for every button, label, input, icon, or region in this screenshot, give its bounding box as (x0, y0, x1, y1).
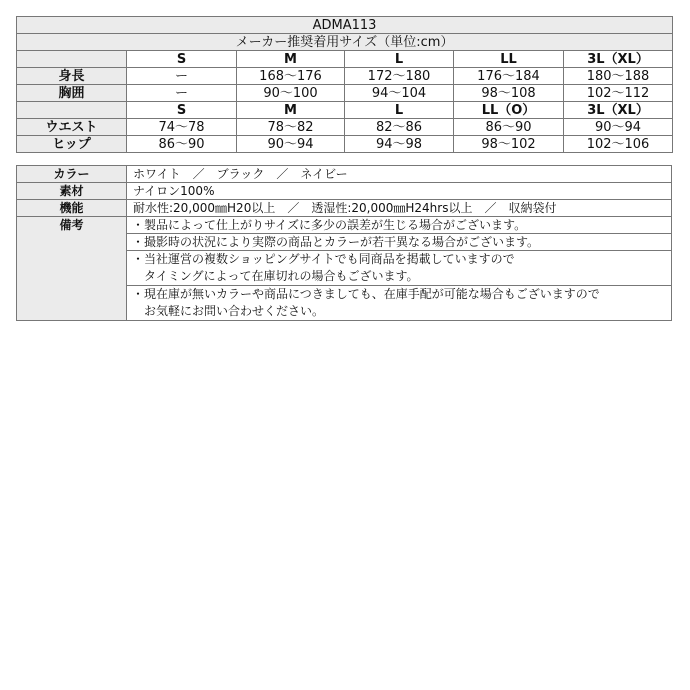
size-header: LL（O） (454, 102, 564, 119)
material-value: ナイロン100% (127, 183, 672, 200)
size-value: 102〜112 (564, 85, 673, 102)
chest-row (17, 85, 673, 102)
size-header: S (127, 51, 237, 68)
size-header: LL (454, 51, 564, 68)
notes-cell (127, 217, 672, 321)
size-value: ー (127, 85, 237, 102)
size-table-subtitle: メーカー推奨着用サイズ（単位:cm） (17, 34, 673, 51)
color-row (17, 166, 672, 183)
size-header: L (345, 51, 454, 68)
size-value: 102〜106 (564, 136, 673, 153)
note-line: ・製品によって仕上がりサイズに多少の誤差が生じる場合がございます。 (132, 218, 527, 232)
corner-cell (17, 51, 127, 68)
size-table (16, 16, 673, 153)
product-code: ADMA113 (17, 17, 673, 34)
size-value: 78〜82 (237, 119, 345, 136)
note-line: ・撮影時の状況により実際の商品とカラーが若干異なる場合がございます。 (132, 235, 540, 249)
spec-label: 機能 (17, 200, 127, 217)
size-value: 176〜184 (454, 68, 564, 85)
note-item (127, 234, 671, 251)
size-header: M (237, 51, 345, 68)
note-line: タイミングによって在庫切れの場合もございます。 (132, 269, 419, 283)
material-row (17, 183, 672, 200)
size-value: 180〜188 (564, 68, 673, 85)
row-label: ヒップ (17, 136, 127, 153)
size-value: 168〜176 (237, 68, 345, 85)
note-line: ・現在庫が無いカラーや商品につきましても、在庫手配が可能な場合もございますので (132, 287, 600, 301)
spec-label: 備考 (17, 217, 127, 321)
size-value: 86〜90 (127, 136, 237, 153)
size-header: 3L（XL） (564, 102, 673, 119)
spec-label: 素材 (17, 183, 127, 200)
size-header: M (237, 102, 345, 119)
hip-row (17, 136, 673, 153)
note-line: ・当社運営の複数ショッピングサイトでも同商品を掲載していますので (132, 252, 515, 266)
size-value: 90〜100 (237, 85, 345, 102)
color-value: ホワイト ／ ブラック ／ ネイビー (127, 166, 672, 183)
size-value: 98〜108 (454, 85, 564, 102)
note-item (127, 251, 671, 286)
row-label: 身長 (17, 68, 127, 85)
spec-table (16, 165, 672, 321)
size-value: 172〜180 (345, 68, 454, 85)
size-header: 3L（XL） (564, 51, 673, 68)
height-row (17, 68, 673, 85)
size-value: ー (127, 68, 237, 85)
size-value: 74〜78 (127, 119, 237, 136)
waist-row (17, 119, 673, 136)
top-size-header-row (17, 51, 673, 68)
function-row (17, 200, 672, 217)
row-label: ウエスト (17, 119, 127, 136)
spec-label: カラー (17, 166, 127, 183)
size-value: 90〜94 (564, 119, 673, 136)
size-value: 86〜90 (454, 119, 564, 136)
size-value: 94〜104 (345, 85, 454, 102)
note-line: お気軽にお問い合わせください。 (132, 304, 325, 318)
function-value: 耐水性:20,000㎜H20以上 ／ 透湿性:20,000㎜H24hrs以上 ／ 収納袋付 (127, 200, 672, 217)
size-value: 98〜102 (454, 136, 564, 153)
note-item (127, 286, 671, 320)
size-header: S (127, 102, 237, 119)
notes-row (17, 217, 672, 321)
size-value: 90〜94 (237, 136, 345, 153)
size-value: 94〜98 (345, 136, 454, 153)
bottom-size-header-row (17, 102, 673, 119)
row-label: 胸囲 (17, 85, 127, 102)
size-value: 82〜86 (345, 119, 454, 136)
note-item (127, 217, 671, 234)
corner-cell (17, 102, 127, 119)
size-header: L (345, 102, 454, 119)
